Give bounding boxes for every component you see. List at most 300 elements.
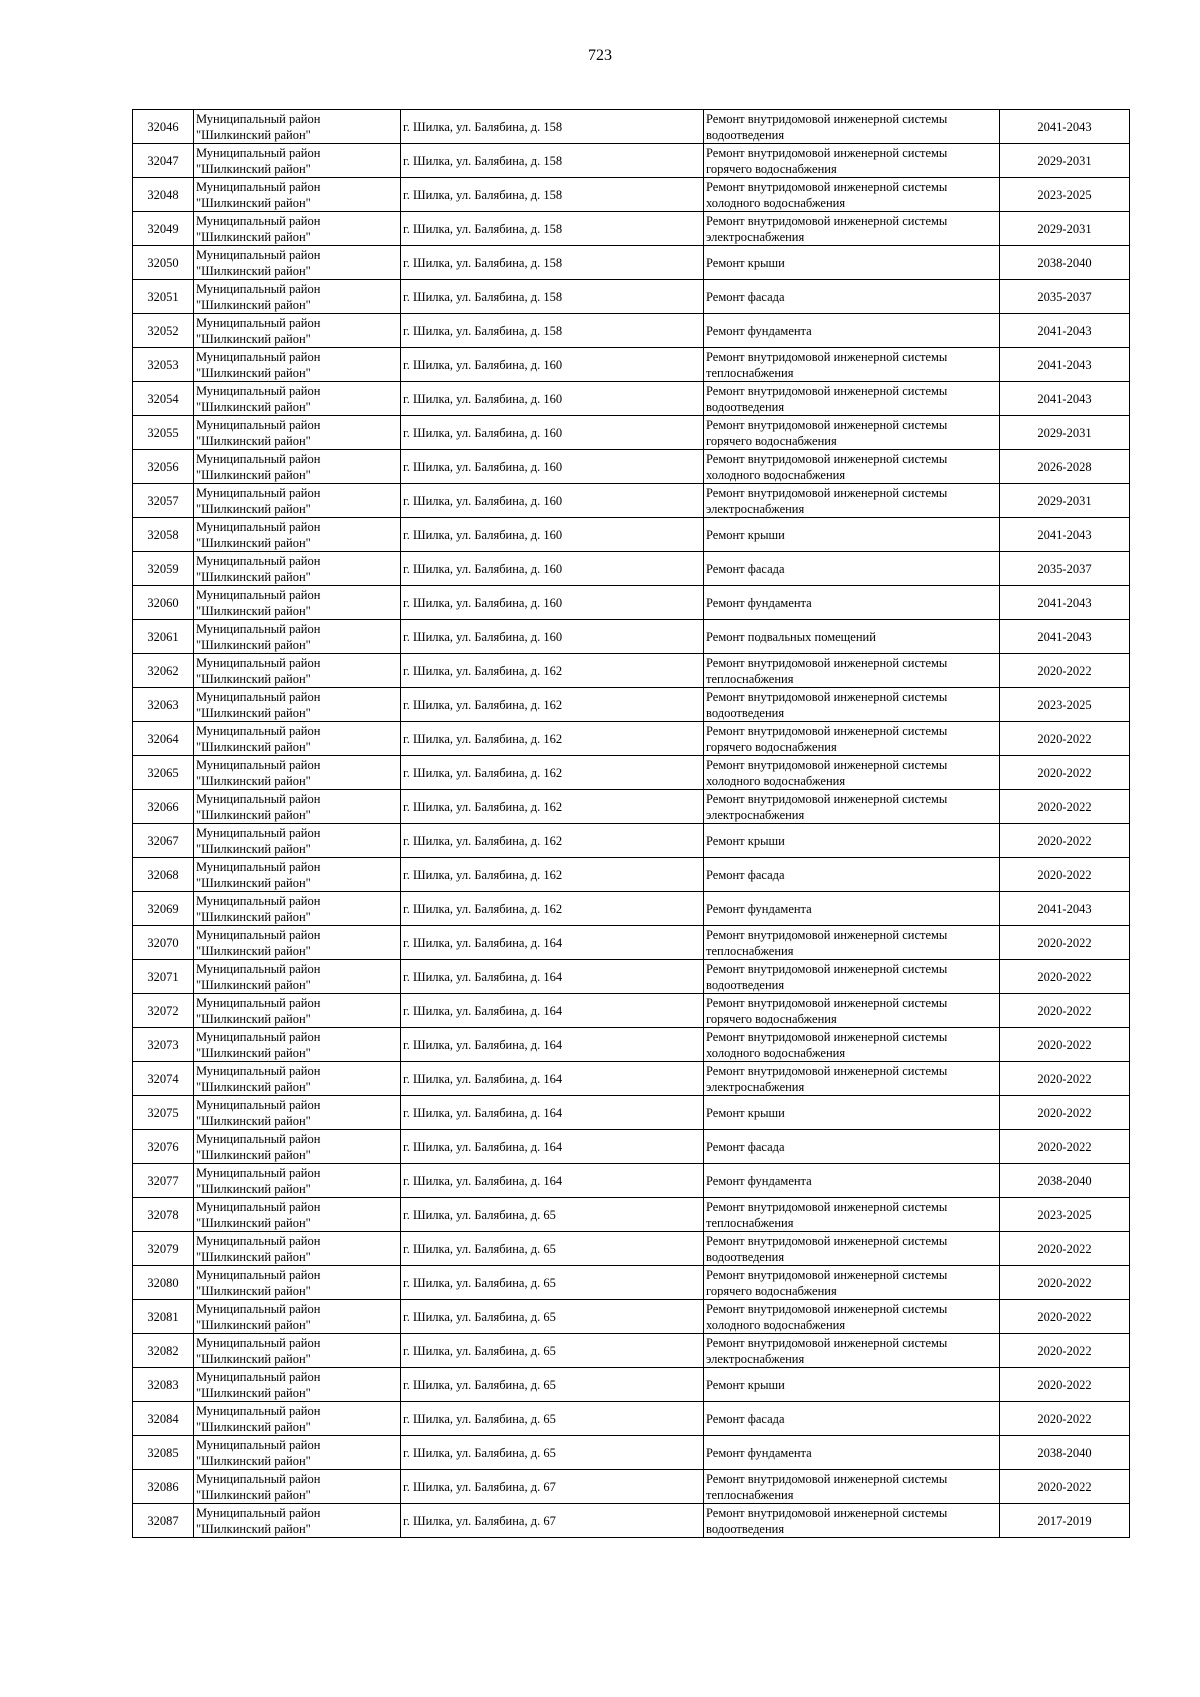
period-cell: 2035-2037	[1000, 552, 1130, 586]
district-line1: Муниципальный район	[196, 111, 321, 126]
district-line1: Муниципальный район	[196, 1131, 321, 1146]
work-type-cell	[704, 1062, 1000, 1096]
work-type-line2: теплоснабжения	[706, 1215, 794, 1230]
row-number: 32065	[133, 756, 194, 790]
work-type-line1: Ремонт подвальных помещений	[706, 629, 876, 644]
period-cell: 2023-2025	[1000, 1198, 1130, 1232]
row-number: 32056	[133, 450, 194, 484]
work-type-cell	[704, 858, 1000, 892]
district-line2: "Шилкинский район"	[196, 1385, 311, 1400]
address-cell: г. Шилка, ул. Балябина, д. 164	[401, 926, 704, 960]
work-type-cell	[704, 416, 1000, 450]
district-line1: Муниципальный район	[196, 383, 321, 398]
district-line2: "Шилкинский район"	[196, 263, 311, 278]
address-cell: г. Шилка, ул. Балябина, д. 160	[401, 484, 704, 518]
work-type-line1: Ремонт внутридомовой инженерной системы	[706, 1471, 948, 1486]
table-row	[133, 1232, 1130, 1266]
table-row	[133, 1164, 1130, 1198]
registry-table-body	[133, 110, 1130, 1538]
district-cell	[194, 858, 401, 892]
work-type-line1: Ремонт фундамента	[706, 901, 812, 916]
period-cell: 2020-2022	[1000, 1232, 1130, 1266]
table-row	[133, 518, 1130, 552]
work-type-cell	[704, 586, 1000, 620]
district-line2: "Шилкинский район"	[196, 1079, 311, 1094]
row-number: 32074	[133, 1062, 194, 1096]
work-type-cell	[704, 1402, 1000, 1436]
period-cell: 2020-2022	[1000, 960, 1130, 994]
district-cell	[194, 280, 401, 314]
address-cell: г. Шилка, ул. Балябина, д. 164	[401, 1130, 704, 1164]
district-cell	[194, 1130, 401, 1164]
district-cell	[194, 790, 401, 824]
district-line1: Муниципальный район	[196, 723, 321, 738]
table-row	[133, 484, 1130, 518]
district-line2: "Шилкинский район"	[196, 535, 311, 550]
row-number: 32076	[133, 1130, 194, 1164]
table-row	[133, 654, 1130, 688]
district-line1: Муниципальный район	[196, 1505, 321, 1520]
district-cell	[194, 722, 401, 756]
work-type-line1: Ремонт внутридомовой инженерной системы	[706, 1335, 948, 1350]
work-type-cell	[704, 1300, 1000, 1334]
address-cell: г. Шилка, ул. Балябина, д. 164	[401, 1062, 704, 1096]
address-cell: г. Шилка, ул. Балябина, д. 158	[401, 110, 704, 144]
period-cell: 2041-2043	[1000, 586, 1130, 620]
row-number: 32079	[133, 1232, 194, 1266]
work-type-line1: Ремонт фундамента	[706, 1445, 812, 1460]
work-type-cell	[704, 212, 1000, 246]
district-line2: "Шилкинский район"	[196, 1045, 311, 1060]
work-type-cell	[704, 450, 1000, 484]
period-cell: 2020-2022	[1000, 824, 1130, 858]
table-row	[133, 450, 1130, 484]
district-cell	[194, 314, 401, 348]
work-type-cell	[704, 824, 1000, 858]
address-cell: г. Шилка, ул. Балябина, д. 164	[401, 1096, 704, 1130]
row-number: 32080	[133, 1266, 194, 1300]
address-cell: г. Шилка, ул. Балябина, д. 158	[401, 314, 704, 348]
district-line2: "Шилкинский район"	[196, 297, 311, 312]
period-cell: 2020-2022	[1000, 1402, 1130, 1436]
table-row	[133, 1402, 1130, 1436]
work-type-line2: электроснабжения	[706, 229, 805, 244]
work-type-cell	[704, 382, 1000, 416]
period-cell: 2038-2040	[1000, 1436, 1130, 1470]
work-type-line1: Ремонт внутридомовой инженерной системы	[706, 1029, 948, 1044]
period-cell: 2020-2022	[1000, 1266, 1130, 1300]
table-row	[133, 110, 1130, 144]
row-number: 32049	[133, 212, 194, 246]
work-type-cell	[704, 1470, 1000, 1504]
period-cell: 2020-2022	[1000, 790, 1130, 824]
table-row	[133, 1504, 1130, 1538]
work-type-line1: Ремонт фасада	[706, 1139, 785, 1154]
district-line2: "Шилкинский район"	[196, 1147, 311, 1162]
district-line1: Муниципальный район	[196, 1199, 321, 1214]
district-line1: Муниципальный район	[196, 519, 321, 534]
table-row	[133, 858, 1130, 892]
district-cell	[194, 1504, 401, 1538]
address-cell: г. Шилка, ул. Балябина, д. 160	[401, 450, 704, 484]
district-line2: "Шилкинский район"	[196, 909, 311, 924]
work-type-cell	[704, 518, 1000, 552]
district-cell	[194, 552, 401, 586]
work-type-line2: холодного водоснабжения	[706, 1317, 846, 1332]
period-cell: 2020-2022	[1000, 1334, 1130, 1368]
table-row	[133, 246, 1130, 280]
address-cell: г. Шилка, ул. Балябина, д. 65	[401, 1300, 704, 1334]
table-row	[133, 892, 1130, 926]
district-line1: Муниципальный район	[196, 927, 321, 942]
work-type-line2: горячего водоснабжения	[706, 161, 837, 176]
period-cell: 2035-2037	[1000, 280, 1130, 314]
work-type-line1: Ремонт внутридомовой инженерной системы	[706, 927, 948, 942]
district-cell	[194, 416, 401, 450]
work-type-line2: электроснабжения	[706, 501, 805, 516]
work-type-cell	[704, 688, 1000, 722]
address-cell: г. Шилка, ул. Балябина, д. 158	[401, 246, 704, 280]
work-type-line2: холодного водоснабжения	[706, 195, 846, 210]
district-line1: Муниципальный район	[196, 961, 321, 976]
table-row	[133, 824, 1130, 858]
work-type-cell	[704, 348, 1000, 382]
district-line1: Муниципальный район	[196, 587, 321, 602]
period-cell: 2029-2031	[1000, 416, 1130, 450]
address-cell: г. Шилка, ул. Балябина, д. 65	[401, 1232, 704, 1266]
row-number: 32071	[133, 960, 194, 994]
district-cell	[194, 960, 401, 994]
table-row	[133, 1436, 1130, 1470]
period-cell: 2020-2022	[1000, 722, 1130, 756]
district-line2: "Шилкинский район"	[196, 1011, 311, 1026]
work-type-line1: Ремонт внутридомовой инженерной системы	[706, 1199, 948, 1214]
address-cell: г. Шилка, ул. Балябина, д. 162	[401, 722, 704, 756]
work-type-line2: теплоснабжения	[706, 1487, 794, 1502]
work-type-cell	[704, 144, 1000, 178]
district-cell	[194, 756, 401, 790]
period-cell: 2029-2031	[1000, 212, 1130, 246]
table-row	[133, 790, 1130, 824]
district-cell	[194, 1470, 401, 1504]
work-type-line1: Ремонт крыши	[706, 1377, 785, 1392]
address-cell: г. Шилка, ул. Балябина, д. 164	[401, 1028, 704, 1062]
address-cell: г. Шилка, ул. Балябина, д. 162	[401, 858, 704, 892]
work-type-line1: Ремонт внутридомовой инженерной системы	[706, 655, 948, 670]
district-cell	[194, 892, 401, 926]
district-cell	[194, 824, 401, 858]
work-type-cell	[704, 926, 1000, 960]
work-type-cell	[704, 246, 1000, 280]
work-type-line1: Ремонт внутридомовой инженерной системы	[706, 689, 948, 704]
address-cell: г. Шилка, ул. Балябина, д. 160	[401, 552, 704, 586]
address-cell: г. Шилка, ул. Балябина, д. 160	[401, 586, 704, 620]
work-type-cell	[704, 1130, 1000, 1164]
district-cell	[194, 212, 401, 246]
district-line2: "Шилкинский район"	[196, 569, 311, 584]
district-line1: Муниципальный район	[196, 553, 321, 568]
district-cell	[194, 1062, 401, 1096]
row-number: 32053	[133, 348, 194, 382]
row-number: 32051	[133, 280, 194, 314]
work-type-line2: водоотведения	[706, 977, 785, 992]
district-cell	[194, 1198, 401, 1232]
district-cell	[194, 110, 401, 144]
period-cell: 2020-2022	[1000, 1130, 1130, 1164]
work-type-line2: водоотведения	[706, 1249, 785, 1264]
district-line1: Муниципальный район	[196, 689, 321, 704]
district-line1: Муниципальный район	[196, 417, 321, 432]
work-type-cell	[704, 280, 1000, 314]
period-cell: 2041-2043	[1000, 348, 1130, 382]
work-type-line1: Ремонт фундамента	[706, 1173, 812, 1188]
district-cell	[194, 1232, 401, 1266]
district-cell	[194, 246, 401, 280]
work-type-cell	[704, 1504, 1000, 1538]
work-type-cell	[704, 960, 1000, 994]
table-row	[133, 994, 1130, 1028]
district-line1: Муниципальный район	[196, 1097, 321, 1112]
period-cell: 2020-2022	[1000, 1300, 1130, 1334]
district-line1: Муниципальный район	[196, 655, 321, 670]
table-row	[133, 144, 1130, 178]
district-cell	[194, 620, 401, 654]
address-cell: г. Шилка, ул. Балябина, д. 65	[401, 1368, 704, 1402]
address-cell: г. Шилка, ул. Балябина, д. 67	[401, 1470, 704, 1504]
district-line2: "Шилкинский район"	[196, 807, 311, 822]
work-type-line1: Ремонт внутридомовой инженерной системы	[706, 417, 948, 432]
district-line1: Муниципальный район	[196, 893, 321, 908]
work-type-line2: электроснабжения	[706, 1351, 805, 1366]
row-number: 32083	[133, 1368, 194, 1402]
address-cell: г. Шилка, ул. Балябина, д. 164	[401, 1164, 704, 1198]
district-line2: "Шилкинский район"	[196, 671, 311, 686]
work-type-line1: Ремонт внутридомовой инженерной системы	[706, 723, 948, 738]
period-cell: 2020-2022	[1000, 926, 1130, 960]
row-number: 32082	[133, 1334, 194, 1368]
address-cell: г. Шилка, ул. Балябина, д. 160	[401, 518, 704, 552]
address-cell: г. Шилка, ул. Балябина, д. 162	[401, 824, 704, 858]
work-type-cell	[704, 1164, 1000, 1198]
row-number: 32047	[133, 144, 194, 178]
work-type-line1: Ремонт фасада	[706, 289, 785, 304]
address-cell: г. Шилка, ул. Балябина, д. 158	[401, 280, 704, 314]
address-cell: г. Шилка, ул. Балябина, д. 164	[401, 994, 704, 1028]
address-cell: г. Шилка, ул. Балябина, д. 162	[401, 756, 704, 790]
table-row	[133, 212, 1130, 246]
address-cell: г. Шилка, ул. Балябина, д. 65	[401, 1266, 704, 1300]
table-row	[133, 1096, 1130, 1130]
work-type-line1: Ремонт крыши	[706, 255, 785, 270]
period-cell: 2041-2043	[1000, 314, 1130, 348]
district-line2: "Шилкинский район"	[196, 1283, 311, 1298]
row-number: 32067	[133, 824, 194, 858]
row-number: 32070	[133, 926, 194, 960]
work-type-line1: Ремонт внутридомовой инженерной системы	[706, 1505, 948, 1520]
work-type-line1: Ремонт внутридомовой инженерной системы	[706, 1233, 948, 1248]
row-number: 32085	[133, 1436, 194, 1470]
district-line2: "Шилкинский район"	[196, 399, 311, 414]
district-cell	[194, 994, 401, 1028]
table-row	[133, 960, 1130, 994]
work-type-line1: Ремонт внутридомовой инженерной системы	[706, 111, 948, 126]
table-row	[133, 1300, 1130, 1334]
row-number: 32062	[133, 654, 194, 688]
address-cell: г. Шилка, ул. Балябина, д. 162	[401, 654, 704, 688]
period-cell: 2041-2043	[1000, 518, 1130, 552]
work-type-cell	[704, 178, 1000, 212]
work-type-cell	[704, 756, 1000, 790]
work-type-line2: водоотведения	[706, 127, 785, 142]
work-type-line1: Ремонт внутридомовой инженерной системы	[706, 1267, 948, 1282]
district-line1: Муниципальный район	[196, 485, 321, 500]
work-type-cell	[704, 620, 1000, 654]
district-line1: Муниципальный район	[196, 1063, 321, 1078]
row-number: 32063	[133, 688, 194, 722]
address-cell: г. Шилка, ул. Балябина, д. 160	[401, 416, 704, 450]
address-cell: г. Шилка, ул. Балябина, д. 158	[401, 212, 704, 246]
row-number: 32073	[133, 1028, 194, 1062]
work-type-cell	[704, 1266, 1000, 1300]
period-cell: 2020-2022	[1000, 1028, 1130, 1062]
work-type-line1: Ремонт фасада	[706, 561, 785, 576]
period-cell: 2029-2031	[1000, 144, 1130, 178]
period-cell: 2038-2040	[1000, 246, 1130, 280]
work-type-line2: горячего водоснабжения	[706, 739, 837, 754]
district-line2: "Шилкинский район"	[196, 1181, 311, 1196]
work-type-cell	[704, 1096, 1000, 1130]
district-line1: Муниципальный район	[196, 1335, 321, 1350]
district-cell	[194, 926, 401, 960]
work-type-line2: теплоснабжения	[706, 671, 794, 686]
table-row	[133, 926, 1130, 960]
work-type-line1: Ремонт внутридомовой инженерной системы	[706, 145, 948, 160]
district-line1: Муниципальный район	[196, 995, 321, 1010]
district-cell	[194, 654, 401, 688]
address-cell: г. Шилка, ул. Балябина, д. 162	[401, 790, 704, 824]
district-line2: "Шилкинский район"	[196, 1487, 311, 1502]
work-type-cell	[704, 1436, 1000, 1470]
page-number: 723	[588, 47, 612, 64]
address-cell: г. Шилка, ул. Балябина, д. 160	[401, 620, 704, 654]
district-line2: "Шилкинский район"	[196, 1317, 311, 1332]
work-type-line2: холодного водоснабжения	[706, 773, 846, 788]
work-type-line1: Ремонт крыши	[706, 527, 785, 542]
address-cell: г. Шилка, ул. Балябина, д. 65	[401, 1334, 704, 1368]
table-row	[133, 1062, 1130, 1096]
table-row	[133, 1130, 1130, 1164]
district-line1: Муниципальный район	[196, 213, 321, 228]
address-cell: г. Шилка, ул. Балябина, д. 160	[401, 382, 704, 416]
district-line2: "Шилкинский район"	[196, 773, 311, 788]
work-type-line1: Ремонт фасада	[706, 867, 785, 882]
row-number: 32069	[133, 892, 194, 926]
district-line2: "Шилкинский район"	[196, 1113, 311, 1128]
table-row	[133, 552, 1130, 586]
work-type-line1: Ремонт внутридомовой инженерной системы	[706, 1063, 948, 1078]
address-cell: г. Шилка, ул. Балябина, д. 164	[401, 960, 704, 994]
work-type-cell	[704, 314, 1000, 348]
address-cell: г. Шилка, ул. Балябина, д. 162	[401, 688, 704, 722]
work-type-line2: электроснабжения	[706, 1079, 805, 1094]
district-cell	[194, 1368, 401, 1402]
work-type-line1: Ремонт внутридомовой инженерной системы	[706, 791, 948, 806]
work-type-line2: холодного водоснабжения	[706, 1045, 846, 1060]
work-type-line1: Ремонт внутридомовой инженерной системы	[706, 451, 948, 466]
district-cell	[194, 382, 401, 416]
district-line2: "Шилкинский район"	[196, 161, 311, 176]
district-line2: "Шилкинский район"	[196, 467, 311, 482]
district-line2: "Шилкинский район"	[196, 705, 311, 720]
period-cell: 2020-2022	[1000, 756, 1130, 790]
district-line1: Муниципальный район	[196, 247, 321, 262]
period-cell: 2020-2022	[1000, 858, 1130, 892]
table-row	[133, 1198, 1130, 1232]
address-cell: г. Шилка, ул. Балябина, д. 65	[401, 1436, 704, 1470]
row-number: 32077	[133, 1164, 194, 1198]
work-type-line1: Ремонт внутридомовой инженерной системы	[706, 757, 948, 772]
work-type-cell	[704, 1198, 1000, 1232]
table-row	[133, 1470, 1130, 1504]
district-line2: "Шилкинский район"	[196, 739, 311, 754]
district-line2: "Шилкинский район"	[196, 229, 311, 244]
work-type-line1: Ремонт внутридомовой инженерной системы	[706, 349, 948, 364]
district-line1: Муниципальный район	[196, 1471, 321, 1486]
district-line1: Муниципальный район	[196, 859, 321, 874]
district-line2: "Шилкинский район"	[196, 1521, 311, 1536]
district-line1: Муниципальный район	[196, 621, 321, 636]
row-number: 32087	[133, 1504, 194, 1538]
work-type-line2: теплоснабжения	[706, 943, 794, 958]
district-line1: Муниципальный район	[196, 451, 321, 466]
row-number: 32066	[133, 790, 194, 824]
district-line1: Муниципальный район	[196, 281, 321, 296]
district-cell	[194, 688, 401, 722]
period-cell: 2041-2043	[1000, 110, 1130, 144]
work-type-cell	[704, 994, 1000, 1028]
district-cell	[194, 586, 401, 620]
district-line2: "Шилкинский район"	[196, 875, 311, 890]
district-line2: "Шилкинский район"	[196, 331, 311, 346]
row-number: 32075	[133, 1096, 194, 1130]
row-number: 32057	[133, 484, 194, 518]
work-type-line2: холодного водоснабжения	[706, 467, 846, 482]
work-type-line1: Ремонт внутридомовой инженерной системы	[706, 995, 948, 1010]
period-cell: 2023-2025	[1000, 688, 1130, 722]
district-cell	[194, 518, 401, 552]
district-line2: "Шилкинский район"	[196, 977, 311, 992]
work-type-cell	[704, 1368, 1000, 1402]
district-line1: Муниципальный район	[196, 1165, 321, 1180]
district-line2: "Шилкинский район"	[196, 433, 311, 448]
period-cell: 2026-2028	[1000, 450, 1130, 484]
period-cell: 2020-2022	[1000, 994, 1130, 1028]
row-number: 32046	[133, 110, 194, 144]
work-type-line1: Ремонт крыши	[706, 833, 785, 848]
work-type-line2: электроснабжения	[706, 807, 805, 822]
district-line2: "Шилкинский район"	[196, 1215, 311, 1230]
address-cell: г. Шилка, ул. Балябина, д. 158	[401, 144, 704, 178]
district-cell	[194, 484, 401, 518]
table-row	[133, 348, 1130, 382]
period-cell: 2020-2022	[1000, 1096, 1130, 1130]
district-cell	[194, 1436, 401, 1470]
row-number: 32061	[133, 620, 194, 654]
district-line2: "Шилкинский район"	[196, 1351, 311, 1366]
work-type-line1: Ремонт фундамента	[706, 323, 812, 338]
district-line2: "Шилкинский район"	[196, 637, 311, 652]
work-type-cell	[704, 1028, 1000, 1062]
